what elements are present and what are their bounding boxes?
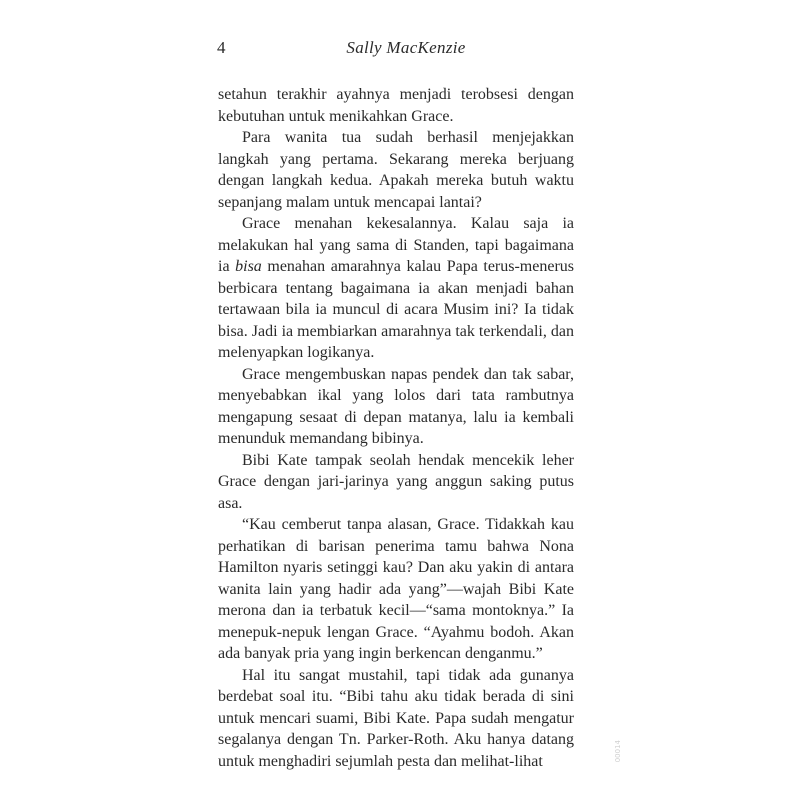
paragraph-3 [218, 213, 574, 364]
emphasis-bisa: bisa [235, 258, 262, 275]
page-number: 4 [217, 38, 226, 57]
paragraph-3-part-2: menahan amarahnya kalau Papa terus-menerus berbicara tentang bagaimana ia akan menjadi bahan tertawaan bila ia muncul di acara Musim ini? Ia tidak bisa. Jadi ia membiarkan amarahnya tak terkendali, dan melenyapkan logikanya. [218, 258, 574, 361]
paragraph-4: Grace mengembuskan napas pendek dan tak sabar, menyebabkan ikal yang lolos dari tata rambutnya mengapung sesaat di depan matanya, lalu ia kembali menunduk memandang bibinya. [218, 365, 574, 447]
paragraph-6: “Kau cemberut tanpa alasan, Grace. Tidakkah kau perhatikan di barisan penerima tamu bahwa Nona Hamilton nyaris setinggi kau? Dan aku yakin di antara wanita lain yang hadir ada yang”—wajah Bibi Kate merona dan ia terbatuk kecil—“sama montoknya.” Ia menepuk-nepuk lengan Grace. “Ayahmu bodoh. Akan ada banyak pria yang ingin berkencan denganmu.” [218, 516, 574, 662]
paragraph-7: Hal itu sangat mustahil, tapi tidak ada gunanya berdebat soal itu. “Bibi tahu aku tidak berada di sini untuk mencari suami, Bibi Kate. Papa sudah mengatur segalanya dengan Tn. Parker-Roth. Aku hanya datang untuk menghadiri sejumlah pesta dan melihat-lihat [218, 666, 574, 770]
body-text [218, 84, 574, 772]
paragraph-5: Bibi Kate tampak seolah hendak mencekik leher Grace dengan jari-jarinya yang anggun saking putus asa. [218, 451, 574, 512]
paragraph-1: setahun terakhir ayahnya menjadi terobsesi dengan kebutuhan untuk menikahkan Grace. [218, 86, 574, 125]
paragraph-2: Para wanita tua sudah berhasil menjejakkan langkah yang pertama. Sekarang mereka berjuang dengan langkah kedua. Apakah mereka butuh waktu sepanjang malam untuk mencapai lantai? [218, 129, 574, 211]
margin-mark: 00014 [614, 740, 622, 763]
running-head-author: Sally MacKenzie [346, 38, 466, 57]
paragraph-3-part-1: Grace menahan kekesalannya. Kalau saja ia melakukan hal yang sama di Standen, tapi bagaimana ia [218, 215, 574, 275]
